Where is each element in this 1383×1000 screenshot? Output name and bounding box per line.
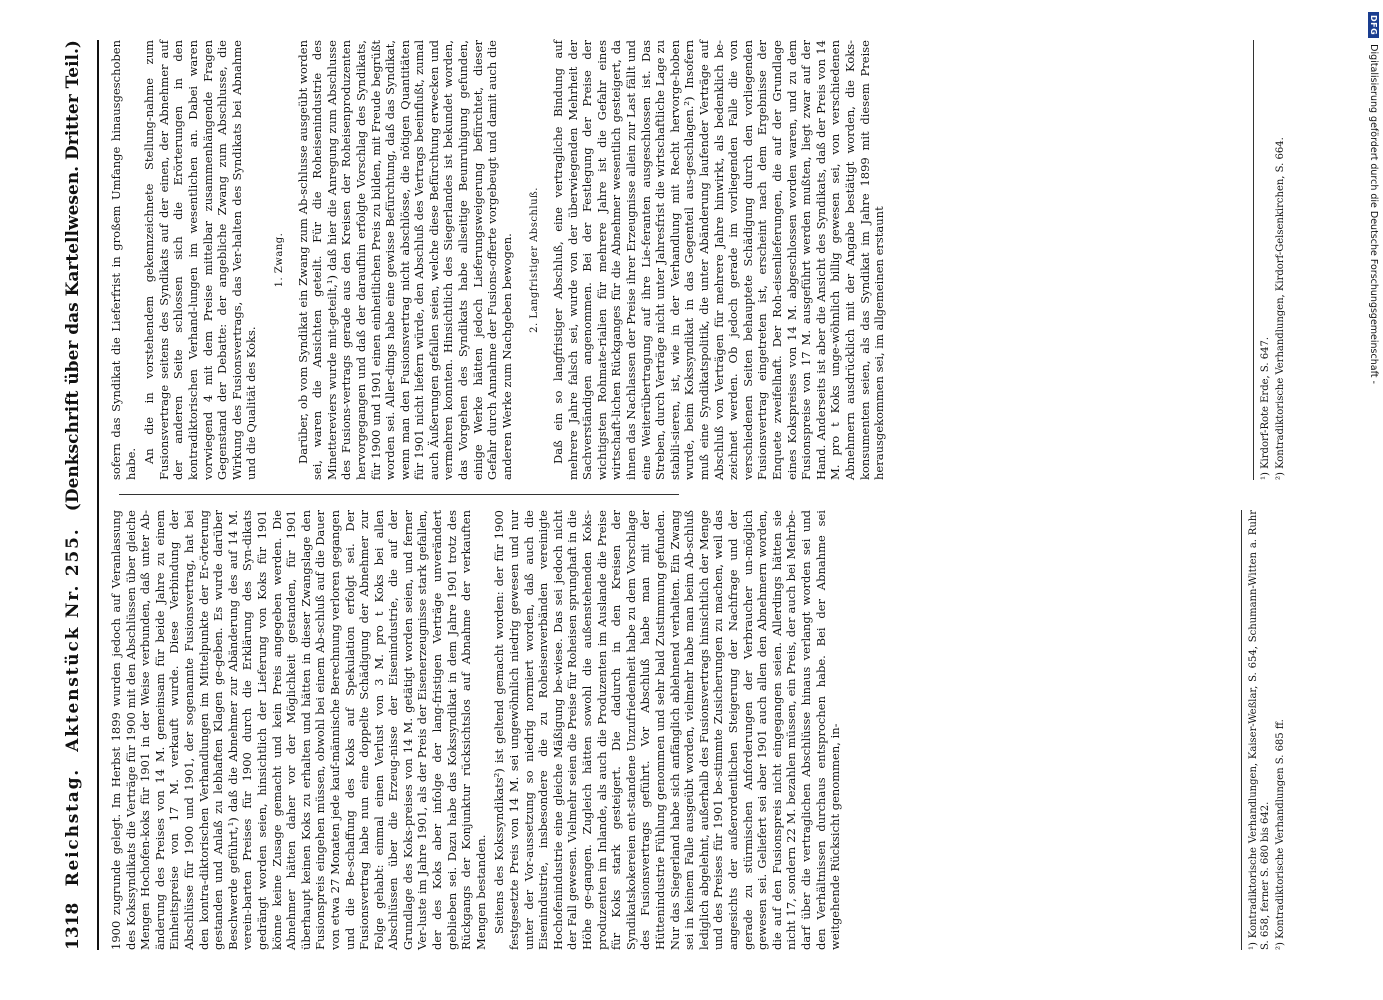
digitization-note — [1365, 12, 1379, 812]
digitization-note-text: Digitalisierung gefördert durch die Deutsche Forschungsgemeinschaft - — [1368, 44, 1379, 384]
right-intro-paragraph-2: An die in vorstehendem gekennzeichnete Stellung-nahme zum Fusionsvertrage seitens des Syndikats auf der einen, der Abnehmer auf der anderen Seite schlossen sich die Erörterungen in den kontradiktorischen Verhand-lungen im wesentlichen an. Dabei waren vorwiegend 4 mit dem Preise mittelbar zusammenhängende Fragen Gegenstand der Debatte: der angebliche Zwang zum Abschlusse, die Wirkung des Fusionsvertrags, das Ver-halten des Syndikats bei Abnahme und die Qualität des Koks. — [142, 40, 259, 480]
right-footnote-2: ²) Kontradiktorische Verhandlungen, Kirdorf-Gelsenkirchen, S. 664. — [1274, 137, 1286, 480]
left-footnote-1: ¹) Kontradiktorische Verhandlungen, Kaiser-Weßlar, S. 654, Schumann-Witten a. Ruhr S. 658, ferner S. 680 bis 642. — [1247, 510, 1271, 950]
right-footnote-1: ¹) Kirdorf-Rote Erde, S. 647. — [1260, 336, 1271, 480]
right-footnotes — [1253, 40, 1289, 480]
section-heading-zwang: 1. Zwang. — [273, 232, 285, 288]
header-center-title: Aktenstück Nr. 255. — [63, 527, 83, 752]
rotated-page — [63, 30, 1373, 960]
section1-paragraph: Darüber, ob vom Syndikat ein Zwang zum Ab-schlusse ausgeübt worden sei, waren die Ansichten geteilt. Für die Roheisenindustrie des Minettereviers wurde mit-geteilt,¹) daß hier die Anregung zum Abschlusse des Fusions-vertrags gerade aus den Kreisen der Roheisenproduzenten hervorgegangen und daß der daraufhin erfolgte Vorschlag des Syndikats, für 1900 und 1901 einen einheitlichen Preis zu bilden, mit Freude begrüßt worden sei. Aller-dings habe eine gewisse Befürchtung, daß das Syndikat, wenn man den Fusionsvertrag nicht abschlösse, die nötigen Quantitäten für 1901 nicht liefern würde, den Abschluß des Vertrags beeinflußt, zumal auch Äußerungen gefallen seien, welche diese Befürchtung erwecken und vermehren konnten. Hinsichtlich des Siegerlandes ist bekundet worden, das Vorgehen des Syndikats habe allseitige Beunruhigung gefunden, einige Werke hätten jedoch Lieferungsweigerung befürchtet, dieser Gefahr durch Annahme der Fusions-offerte vorgebeugt und damit auch die anderen Werke zum Nachgeben bewogen. — [295, 40, 514, 480]
header-right-title: (Denkschrift über das Kartellwesen. Dritter Teil.) — [63, 40, 83, 512]
dfg-logo: DFG — [1368, 12, 1379, 38]
left-footnote-2: ²) Kontradiktorische Verhandlungen S. 685 ff. — [1274, 719, 1286, 950]
column-divider — [119, 495, 679, 496]
right-column — [109, 40, 1289, 480]
running-head — [63, 40, 99, 950]
page-number: 1318 — [63, 902, 83, 950]
left-column — [109, 510, 1289, 950]
text-columns — [109, 40, 1289, 950]
left-paragraph-2: Seitens des Kokssyndikats²) ist geltend gemacht worden: der für 1900 festgesetzte Preis von 14 M. sei ungewöhnlich niedrig gewesen und nur unter der Vor-aussetzung so niedrig normiert worden, daß auch die Eisenindustrie, insbesondere die zu Roheisenverbänden vereinigte Hochofenindustrie eine gleiche Mäßigung be-wiese. Das sei jedoch nicht der Fall gewesen. Vielmehr seien die Preise für Roheisen sprunghaft in die Höhe ge-gangen. Zugleich hätten sowohl die außenstehenden Koks-produzenten im Inlande, als auch die Produzenten im Auslande die Preise für Koks stark gesteigert. Die dadurch in den Kreisen der Syndikatskokereien ent-standene Unzufriedenheit habe zu dem Vorschlage des Fusionsvertrags geführt. Vor Abschluß habe man mit der Hüttenindustrie Fühlung genommen und sehr bald Zustimmung gefunden. Nur das Siegerland habe sich anfänglich ablehnend verhalten. Ein Zwang sei in keinem Falle ausgeübt worden, vielmehr habe man beim Ab-schluß lediglich abgelehnt, außerhalb des Fusionsvertrags hinsichtlich der Menge und des Preises für 1901 be-stimmte Zusicherungen zu machen, weil das angesichts der außerordentlichen Steigerung der Nachfrage und der gerade zu stürmischen Anforderungen der Verbraucher un-möglich gewesen sei. Geliefert sei aber 1901 auch allen den Abnehmern worden, die auf den Fusionspreis nicht eingegangen seien. Allerdings hätten sie nicht 17, sondern 22 M. bezahlen müssen, ein Preis, der auch bei Mehrbe-darf über die vertraglichen Abschlüsse hinaus verlangt worden sei und den Verhältnissen durchaus entsprochen habe. Bei der Abnahme sei weitgehende Rücksicht genommen, in- — [492, 510, 843, 950]
right-intro-paragraph-1: sofern das Syndikat die Lieferfrist in großem Umfange hinausgeschoben habe. — [109, 40, 138, 480]
section-heading-langfristig: 2. Langfristiger Abschluß. — [529, 187, 541, 333]
header-left-title: Reichstag. — [63, 768, 83, 887]
section2-paragraph: Daß ein so langfristiger Abschluß, eine vertragliche Bindung auf mehrere Jahre falsch sei, wurde von der überwiegenden Mehrheit der Sachverständigen angenommen. Bei der Festlegung der Preise der wichtigsten Rohmate-rialien für mehrere Jahre ist die Gefahr eines wirtschaft-lichen Rückganges für die Abnehmer wesentlich gesteigert, da ihnen das Nachlassen der Preise ihrer Erzeugnisse allein zur Last fällt und eine Weiterübertragung auf ihre Lie-feranten ausgeschlossen ist. Das Streben, durch Verträge nicht unter Jahresfrist die wirtschaftliche Lage zu stabili-sieren, ist, wie in der Verhandlung mit Recht hervorge-hoben wurde, beim Kokssyndikat in das Gegenteil aus-geschlagen.²) Insofern muß eine Syndikatspolitik, die unter Abänderung laufender Verträge auf Abschluß von Verträgen für mehrere Jahre hinwirkt, als bedenklich be-zeichnet werden. Ob jedoch gerade im vorliegenden Falle die von verschiedenen Seiten behauptete Schädigung durch den vorliegenden Fusionsvertrag eingetreten ist, erscheint nach dem Ergebnisse der Enquete zweifelhaft. Der Roh-eisenlieferungen, die auf der Grundlage eines Kokspreises von 14 M. abgeschlossen worden waren, und zu dem Fusionspreise von 17 M. ausgeführt werden mußten, liegt zwar auf der Hand. Anderseits ist aber die Ansicht des Syndikats, daß der Preis von 14 M. pro t Koks unge-wöhnlich billig gewesen sei, von verschiedenen Abnehmern ausdrücklich mit der Angabe bestätigt worden, die Koks-konsumenten seien, als das Syndikat im Jahre 1899 mit diesem Preise herausgekommen sei, im allgemeinen erstaunt — [551, 40, 887, 480]
left-paragraph-1: 1900 zugrunde gelegt. Im Herbst 1899 wurden jedoch auf Veranlassung des Kokssyndikats die Verträge für 1900 mit den Abschlüssen über gleiche Mengen Hochofen-koks für 1901 in der Weise verbunden, daß unter Ab-änderung des Preises von 14 M. gemeinsam für beide Jahre zu einem Einheitspreise von 17 M. verkauft wurde. Diese Verbindung der Abschlüsse für 1900 und 1901, der sogenannte Fusionsvertrag, hat bei den kontra-diktorischen Verhandlungen im Mittelpunkte der Er-örterung gestanden und Anlaß zu lebhaften Klagen ge-geben. Es wurde darüber Beschwerde geführt,¹) daß die Abnehmer zur Abänderung des auf 14 M. verein-barten Preises für 1900 durch die Erklärung des Syn-dikats gedrängt worden seien, hinsichtlich der Lieferung von Koks für 1901 könne keine Zusage gemacht und kein Preis angegeben werden. Die Abnehmer hätten daher vor der Möglichkeit gestanden, für 1901 überhaupt keinen Koks zu erhalten und hätten in dieser Zwangslage den Fusionspreis eingehen müssen, obwohl bei einem Ab-schluß auf die Dauer von etwa 27 Monaten jede kauf-männische Berechnung verloren gegangen und die Be-schaffung des Koks auf Spekulation erfolgt sei. Der Fusionsvertrag habe nun eine doppelte Schädigung der Abnehmer zur Folge gehabt: einmal einen Verlust von 3 M. pro t Koks bei allen Abschlüssen über die Erzeug-nisse der Eisenindustrie, die auf der Grundlage des Koks-preises von 14 M. getätigt worden seien, und ferner Ver-luste im Jahre 1901, als der Preis der Eisenerzeugnisse stark gefallen, der des Koks aber infolge der lang-fristigen Verträge unverändert geblieben sei. Dazu habe das Kokssyndikat in dem Jahre 1901 trotz des Rückgangs der Konjunktur rücksichtslos auf Abnahme der verkauften Mengen bestanden. — [109, 510, 488, 950]
left-footnotes — [1241, 510, 1290, 950]
